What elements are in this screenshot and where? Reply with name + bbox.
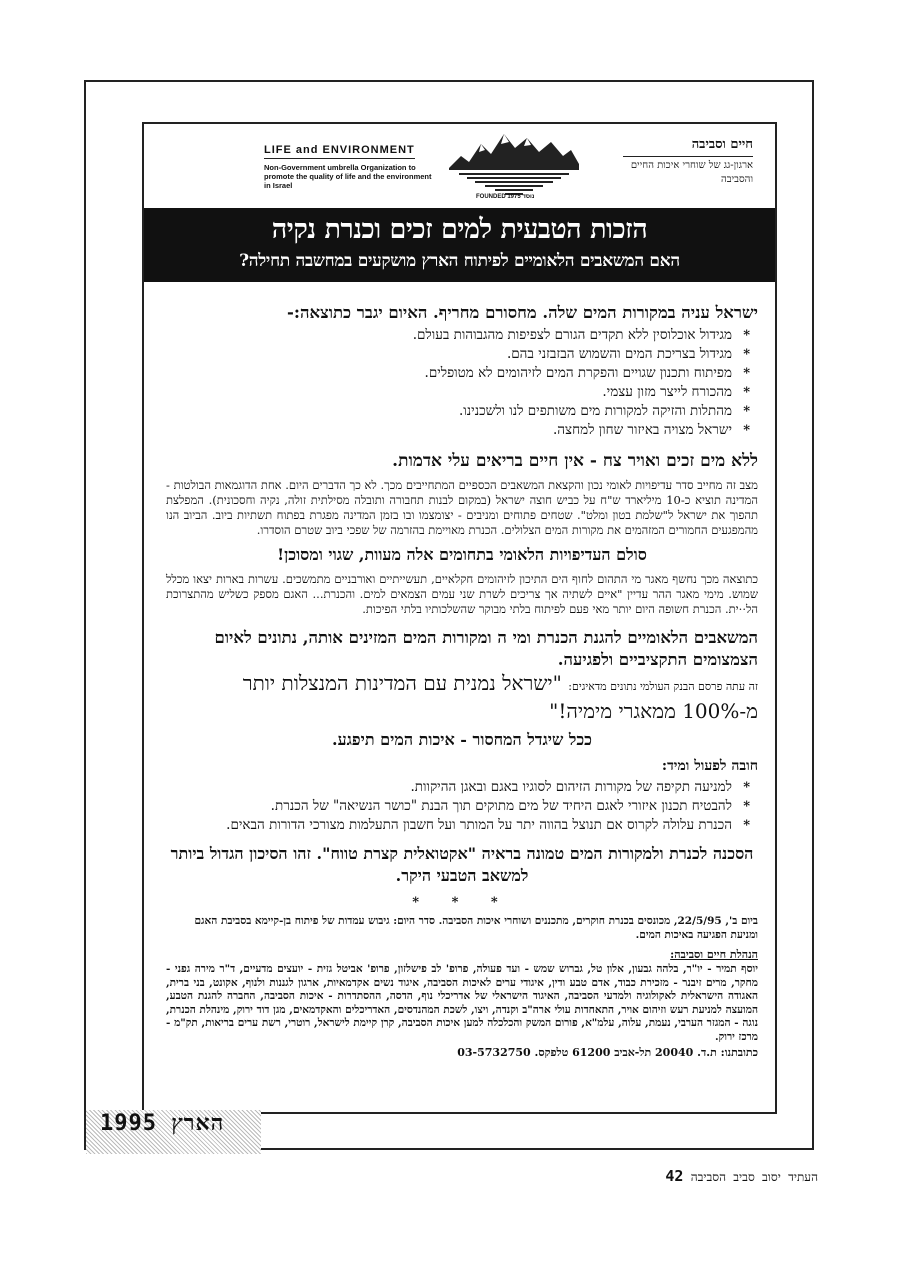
list-item: * הכנרת עלולה לקרוס אם תנוצל בהווה יתר על המותר ועל חשבון התעלמות מצורכי הדורות הבאים. xyxy=(166,816,732,835)
list-item: * מפיתוח ותכנון שגויים והפקרת המים לזיהומים לא מטופלים. xyxy=(166,364,732,383)
section1-heading: ישראל עניה במקורות המים שלה. מחסורם מחריף. האיום יגבר כתוצאה:- xyxy=(287,303,758,322)
list-item: * למניעה תקיפה של מקורות הזיהום לסוגיו באגם ובאגן ההיקוות. xyxy=(166,778,732,797)
headline: הזכות הטבעית למים זכים וכנרת נקיה xyxy=(271,214,648,245)
list-item: * מהכורח לייצר מזון עצמי. xyxy=(166,383,732,402)
meeting-notice: ביום ב', 22/5/95, מכונסים בכנרת חוקרים, מתכננים ושוחרי איכות הסביבה. סדר היום: גיבוש עמדות של פיתוח בן-קיימא בסביבת האגם ומניעת הפגיעה באיכות המים. xyxy=(194,915,758,941)
hebrew-org-name: חיים וסביבה xyxy=(691,137,753,152)
org-header xyxy=(144,124,775,206)
page-footer xyxy=(600,1167,818,1185)
section5-heading: חובה לפעול ומיד: xyxy=(661,758,758,774)
footer-caption: העתיד יסוב סביב הסביבה xyxy=(690,1170,818,1184)
list-item: * מגידול בצריכת המים והשמוש הבזבזני בהם. xyxy=(166,345,732,364)
section2-heading: ללא מים זכים ואויר צח - אין חיים בריאים עלי אדמות. xyxy=(392,451,758,471)
founded-label: FOUNDED 1975 נוסד xyxy=(476,194,535,200)
list-item: * מהתלות והזיקה למקורות מים משותפים לנו ולשכנינו. xyxy=(166,402,732,421)
source-label: 1995 הארץ xyxy=(100,1111,225,1136)
ad-body xyxy=(166,292,758,1059)
page-number: 42 xyxy=(665,1167,684,1185)
section4-heading: המשאבים הלאומיים להגנת הכנרת ומי ה ומקורות המים המזינים אותה, נתונים לאיום הצמצומים התקציביים ולפגיעה. xyxy=(214,628,758,669)
english-org-subtitle: Non-Government umbrella Organization to promote the quality of life and the environment in Israel xyxy=(264,163,432,190)
threat-list xyxy=(166,326,758,440)
quote-text: "ישראל נמנית עם המדינות המנצלות יותר מ-100% ממאגרי מימיה!" xyxy=(242,671,758,723)
board-title: הנהלת חיים וסביבה: xyxy=(670,948,758,961)
contact-address: כתובתנו: ת.ד. 20040 תל-אביב 61200 טלפקס. 03-5732750 xyxy=(457,1046,758,1059)
section4-conclusion: ככל שיגדל המחסור - איכות המים תיפגע. xyxy=(332,730,592,749)
stars-divider: * * * xyxy=(412,895,512,910)
closing-heading: הסכנה לכנרת ולמקורות המים טמונה בראיה "אקטואלית קצרת טווח". זהו הסיכון הגדול ביותר למשאב הטבעי היקר. xyxy=(170,844,754,885)
english-org-name: LIFE and ENVIRONMENT xyxy=(264,144,415,159)
subheadline: האם המשאבים הלאומיים לפיתוח הארץ מושקעים במחשבה תחילה? xyxy=(239,251,680,271)
mountain-lake-logo xyxy=(449,126,579,201)
action-list xyxy=(166,778,758,835)
advertisement xyxy=(142,122,777,1114)
section3-heading: סולם העדיפויות הלאומי בתחומים אלה מעוות, שגוי ומסוכן! xyxy=(277,545,647,564)
headline-banner xyxy=(144,208,775,282)
section3-body: כתוצאה מכך נחשף מאגר מי התהום לחוף הים התיכון לזיהומים חקלאיים, תעשייתיים ואורבניים מתמשכים. עשרות בארות יצאו מכלל שמוש. מימי מאגר ההר עדיין "איים לשתיה אך צריכים לשרת שני עמים הצמאים למים. והכנרת... האגם מספק כשליש מהתצרוכת הל··ית. הכנרת חשופה היום יותר מאי פעם לפיתוח בלתי מבוקר שהשלכותיו בלתי הפיכות. xyxy=(166,572,758,616)
list-item: * מגידול אוכלוסין ללא תקדים הגורם לצפיפות מהגבוהות בעולם. xyxy=(166,326,732,345)
world-bank-quote xyxy=(166,671,758,723)
list-item: * להבטיח תכנון איזורי לאגם היחיד של מים מתוקים תוך הבנת "כושר הנשיאה" של הכנרת. xyxy=(166,797,732,816)
list-item: * ישראל מצויה באיזור שחון למחצה. xyxy=(166,421,732,440)
quote-lead: זה עתה פרסם הבנק העולמי נתונים מדאיגים: xyxy=(568,680,758,693)
board-members: יוסף תמיר - יו"ר, בלהה גבעון, אלון טל, גברוש שמש - ועד פעולה, פרופ' לב פישלזון, פרופ' אביטל גזית - יועצים מדעיים, ד"ר מירה גפני - מחקר, מרים זיבנר - מזכירת כבוד, אדם טבע ודין, איגודי ערים לאיכות הסביבה, איגוד נשים אקדמאיות, ארגון לגננות ולנוף, אקונט, בני ברית, האגודה הישראלית לאקולוגיה ולמדעי הסביבה, האיגוד הישראלי של אדריכלי נוף, הדסה, ההסתדרות - איכות הסביבה, החברה להגנת הטבע, המועצה למניעת רעש וזיהום אויר, התאחדות עולי ארה"ב וקנדה, ויצו, לשכת המהנדסים, האדריכלים והאקדמאים, מגן דוד ירוק, מינהלת הכנרת, נוגה - המגזר הערבי, נעמת, עלוה, עלמ"א, פורום המשק והכלכלה למען איכות הסביבה, קרן קיימת לישראל, רוטרי, רשת ערים בריאות, תק"מ - מרכז ירוק. xyxy=(166,963,758,1043)
hebrew-org-subtitle: ארגון-גג של שוחרי איכות החיים והסביבה xyxy=(623,156,753,187)
section2-body: מצב זה מחייב סדר עדיפויות לאומי נכון והקצאת המשאבים הכספיים המתחייבים מכך. לא כך הדברים היום. אחת הדוגמאות הבולטות - המדינה תוציא כ-10 מיליארד ש"ח על כביש חוצה ישראל (במקום לבנות תחבורה ותובלה מסילתית זולה, נקיה וחסכונית). המפלצת תהפוך את ישראל ל"שלמת בטון ומלט". שטחים פתוחים ומניבים - יצומצמו ובו בזמן המדינה מפגרת בפתוח תשתיות ביוב. הביוב הנו מהמפגעים החמורים המזהמים את מקורות המים הצלולים. הכנרת מאויימת בהזרמה של שפכי ביוב שטרם הוסדרו. xyxy=(166,478,758,537)
